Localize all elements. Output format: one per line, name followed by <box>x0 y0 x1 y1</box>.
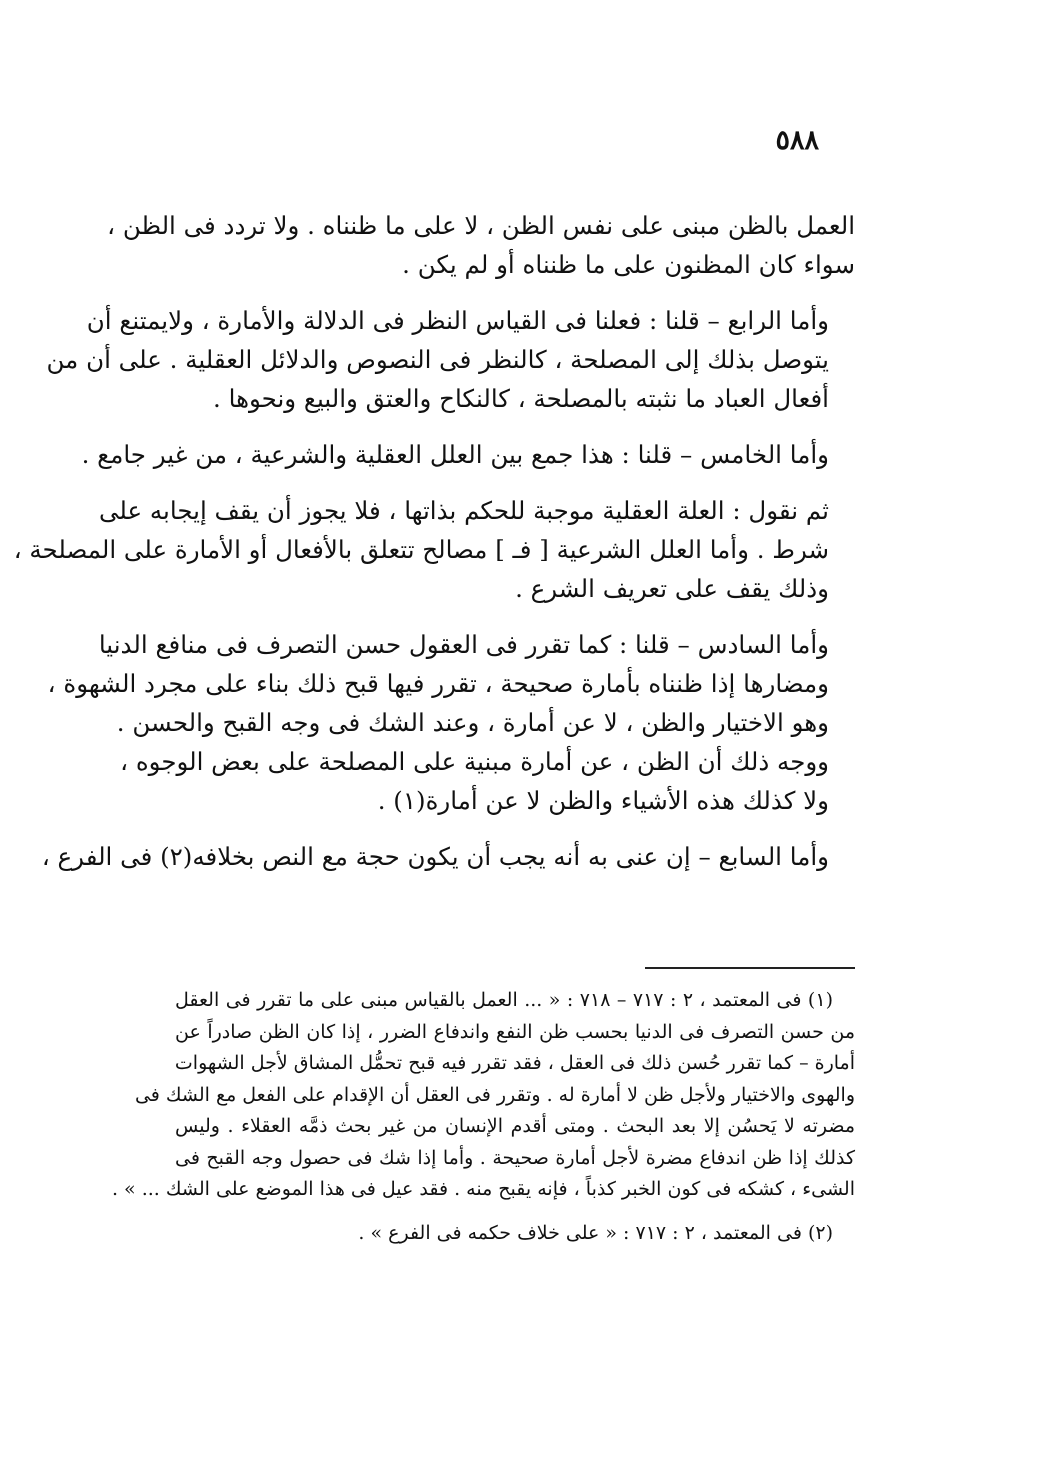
footnote <box>175 1218 855 1250</box>
text-line: ثم نقول : العلة العقلية موجبة للحكم بذاتها ، فلا يجوز أن يقف إيجابه على <box>98 496 829 525</box>
text-line: يتوصل بذلك إلى المصلحة ، كالنظر فى النصوص والدلائل العقلية . على أن من <box>46 345 829 374</box>
paragraph <box>13 491 855 608</box>
footnotes <box>111 985 855 1261</box>
main-text <box>13 206 855 893</box>
paragraph <box>47 625 855 820</box>
text-line: العمل بالظن مبنى على نفس الظن ، لا على ما ظنناه . ولا تردد فى الظن ، <box>107 211 855 240</box>
footnote-separator <box>645 967 855 969</box>
text-line: وأما السادس – قلنا : كما تقرر فى العقول حسن التصرف فى منافع الدنيا <box>98 630 829 659</box>
paragraph <box>41 837 855 876</box>
text-line: وذلك يقف على تعريف الشرع . <box>515 574 829 603</box>
text-line: وأما الرابع – قلنا : فعلنا فى القياس النظر فى الدلالة والأمارة ، ولايمتنع أن <box>86 306 829 335</box>
paragraph <box>107 206 855 284</box>
text-line: ومضارها إذا ظنناه بأمارة صحيحة ، تقرر فيها قبح ذلك بناء على مجرد الشهوة ، <box>47 669 829 698</box>
footnote-line: والهوى والاختيار ولأجل ظن لا أمارة له . وتقرر فى العقل أن الإقدام على الفعل مع الشك فى <box>134 1083 855 1106</box>
footnote-line: (٢) فى المعتمد ، ٢ : ٧١٧ : « على خلاف حكمه فى الفرع » . <box>358 1221 833 1244</box>
text-line: سواء كان المظنون على ما ظنناه أو لم يكن . <box>402 250 855 279</box>
text-line: ولا كذلك هذه الأشياء والظن لا عن أمارة(١) . <box>377 786 829 815</box>
footnote <box>111 985 855 1206</box>
text-line: ووجه ذلك أن الظن ، عن أمارة مبنية على المصلحة على بعض الوجوه ، <box>120 747 829 776</box>
text-line: وهو الاختيار والظن ، لا عن أمارة ، وعند الشك فى وجه القبح والحسن . <box>116 708 829 737</box>
text-line: وأما السابع – إن عنى به أنه يجب أن يكون حجة مع النص بخلافه(٢) فى الفرع ، <box>41 842 829 871</box>
text-line: وأما الخامس – قلنا : هذا جمع بين العلل العقلية والشرعية ، من غير جامع . <box>81 440 829 469</box>
text-line: شرط . وأما العلل الشرعية [ فـ ] مصالح تتعلق بالأفعال أو الأمارة على المصلحة ، <box>13 535 829 564</box>
footnote-line: الشىء ، كشكه فى كون الخبر كذباً ، فإنه يقبح منه . فقد عيل فى هذا الموضع على الشك ... » . <box>111 1178 855 1200</box>
footnote-line: من حسن التصرف فى الدنيا بحسب ظن النفع واندفاع الضرر ، إذا كان الظن صادراً عن <box>175 1020 855 1043</box>
footnote-line: كذلك إذا ظن اندفاع مضرة لأجل أمارة صحيحة . وأما إذا شك فى حصول وجه القبح فى <box>175 1146 855 1169</box>
text-line: أفعال العباد ما نثبته بالمصلحة ، كالنكاح والعتق والبيع ونحوها . <box>213 384 829 413</box>
page-number: ٥٨٨ <box>775 125 819 156</box>
paragraph <box>46 301 855 418</box>
footnote-line: (١) فى المعتمد ، ٢ : ٧١٧ – ٧١٨ : « ... العمل بالقياس مبنى على ما تقرر فى العقل <box>175 989 833 1011</box>
footnote-line: مضرته لا يَحسُن إلا بعد البحث . ومتى أقدم الإنسان من غير بحث ذمَّه العقلاء . وليس <box>175 1115 855 1137</box>
footnote-line: أمارة – كما تقرر حُسن ذلك فى العقل ، فقد تقرر فيه قبح تحمُّل المشاق لأجل الشهوات <box>174 1052 855 1074</box>
paragraph <box>81 435 855 474</box>
